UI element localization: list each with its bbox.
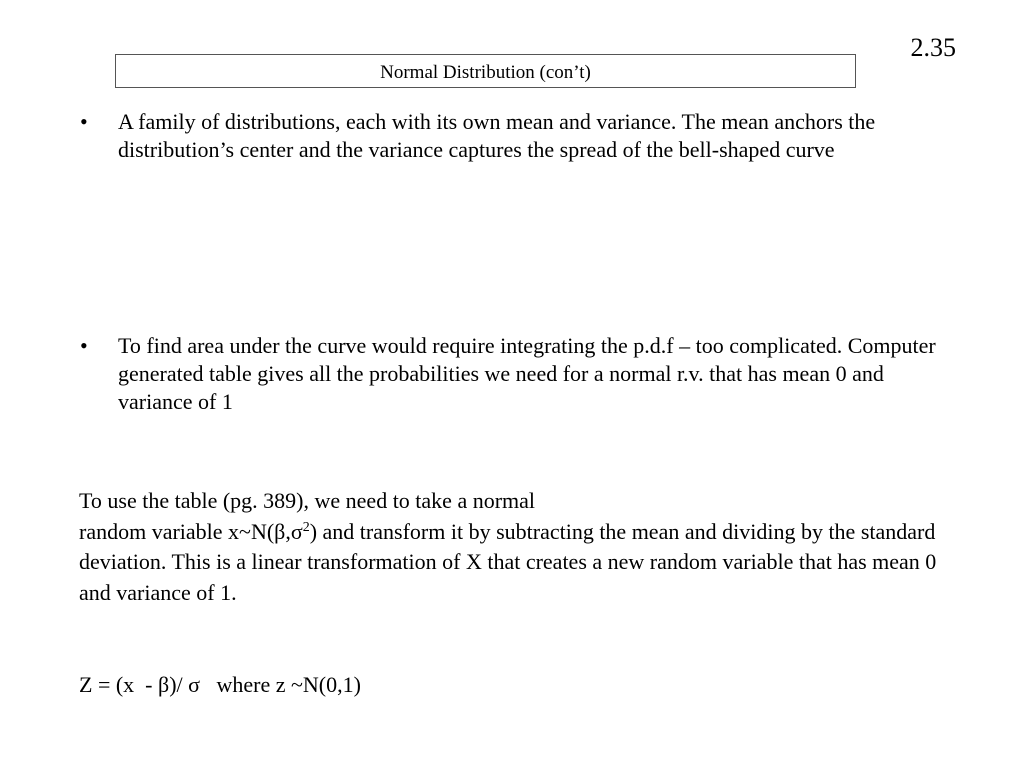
bullet-text: To find area under the curve would require integrating the p.d.f – too complicated. Computer generated table gives all the probabilities we need for a normal r.v. that has mean 0 and variance of 1 — [118, 333, 936, 414]
paragraph-line: To use the table (pg. 389), we need to take a normal — [79, 488, 536, 513]
paragraph-text: ) and transform it by subtracting the mean and dividing by the standard — [309, 518, 936, 544]
slide-number: 2.35 — [910, 33, 956, 62]
standardization-paragraph — [79, 486, 969, 608]
bullet-item-distribution-family — [80, 108, 960, 164]
bullet-marker: • — [80, 109, 88, 134]
bullet-marker: • — [80, 333, 88, 358]
paragraph-line: deviation. This is a linear transformation of X that creates a new random variable that has mean 0 and variance of 1. — [79, 549, 937, 605]
superscript-two: 2 — [302, 519, 310, 535]
paragraph-text: random variable x~N(β,σ — [79, 518, 303, 544]
bullet-text: A family of distributions, each with its own mean and variance. The mean anchors the distribution’s center and the variance captures the spread of the bell-shaped curve — [118, 109, 876, 162]
bullet-item-area-under-curve — [80, 332, 960, 416]
paragraph-line — [79, 517, 969, 548]
z-score-formula: Z = (x - β)/ σ where z ~N(0,1) — [79, 672, 361, 697]
slide-title: Normal Distribution (con’t) — [115, 54, 856, 88]
